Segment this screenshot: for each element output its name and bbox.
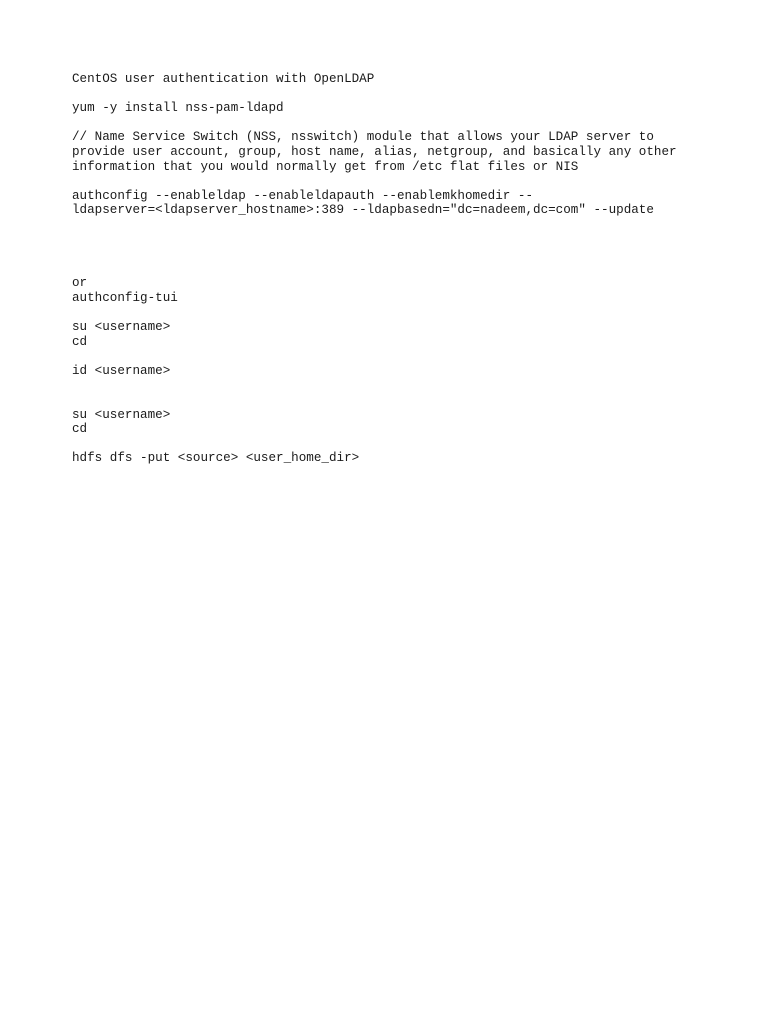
su-command: su <username>: [72, 407, 171, 422]
install-command: yum -y install nss-pam-ldapd: [72, 101, 284, 116]
authconfig-command-line: ldapserver=<ldapserver_hostname>:389 --ldapbasedn="dc=nadeem,dc=com" --update: [72, 203, 654, 218]
hdfs-put-command: hdfs dfs -put <source> <user_home_dir>: [72, 451, 360, 466]
comment-line: // Name Service Switch (NSS, nsswitch) module that allows your LDAP server to: [72, 130, 654, 145]
spacer: [72, 437, 712, 452]
or-text: or: [72, 276, 88, 291]
document-body: [72, 72, 712, 466]
spacer: [72, 174, 712, 189]
spacer: [72, 306, 712, 321]
spacer: [72, 378, 712, 407]
authconfig-command-line: authconfig --enableldap --enableldapauth --enablemkhomedir --: [72, 188, 534, 203]
spacer: [72, 87, 712, 102]
spacer: [72, 218, 712, 276]
cd-command: cd: [72, 334, 88, 349]
document-title: CentOS user authentication with OpenLDAP: [72, 72, 375, 86]
id-command: id <username>: [72, 363, 171, 378]
comment-line: information that you would normally get from /etc flat files or NIS: [72, 159, 579, 174]
su-command: su <username>: [72, 320, 171, 335]
authconfig-tui-command: authconfig-tui: [72, 290, 178, 305]
spacer: [72, 116, 712, 131]
cd-command: cd: [72, 422, 88, 437]
spacer: [72, 349, 712, 364]
comment-line: provide user account, group, host name, alias, netgroup, and basically any other: [72, 144, 677, 159]
